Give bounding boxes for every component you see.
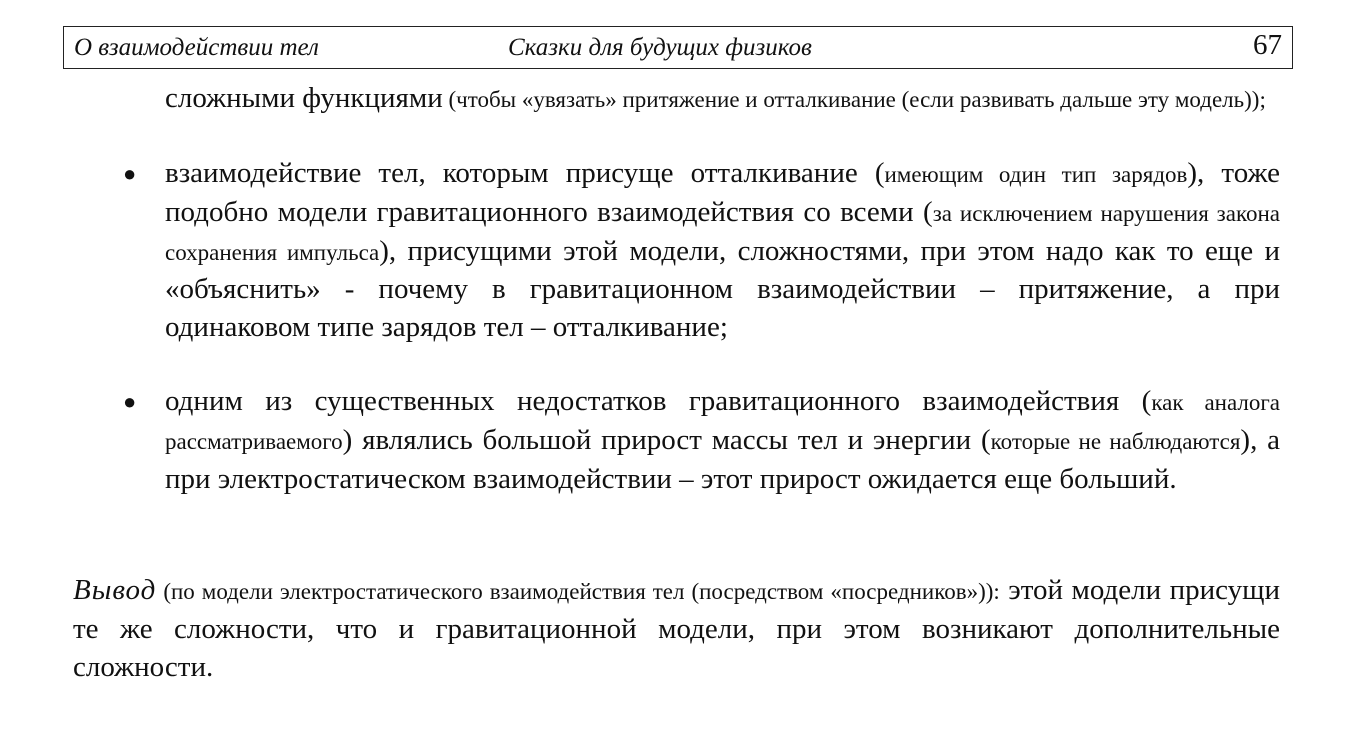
page-header — [63, 26, 1293, 69]
continuation-aside-text: (чтобы «увязать» притяжение и отталкивание (если развивать дальше эту модель)); — [442, 87, 1266, 112]
bullet2-text-1: одним из существенных недостатков гравитационного взаимодействия ( — [165, 385, 1152, 417]
conclusion-aside: (по модели электростатического взаимодействия тел (посредством «посредников»)): — [156, 579, 1000, 604]
bullet-icon: ● — [123, 389, 137, 414]
continuation-main-text: сложными функциями — [165, 82, 443, 114]
continuation-paragraph — [165, 80, 1280, 119]
header-book-title: Сказки для будущих физиков — [508, 34, 812, 61]
bullet2-text-5: ), а при электростатическом взаимодействии – этот прирост ожидается еще больший. — [165, 423, 1280, 495]
bullet-icon: ● — [123, 161, 137, 186]
header-chapter-title: О взаимодействии тел — [74, 34, 319, 61]
conclusion-text: этой модели присущи те же сложности, что и гравитационной модели, при этом возникают дополнительные сложности. — [73, 574, 1280, 683]
bullet2-text-3: ) являлись большой прирост массы тел и энергии ( — [342, 423, 991, 456]
bullet1-text-2: имеющим один тип зарядов — [884, 162, 1188, 187]
bullet2-text-4: которые не наблюдаются — [990, 428, 1241, 454]
bullet1-text-4: за исключением нарушения закона сохранения импульса — [165, 200, 1280, 265]
conclusion-label: Вывод — [73, 574, 157, 606]
bullet1-text-1: взаимодействие тел, которым присуще отталкивание ( — [165, 157, 885, 189]
page-number: 67 — [1253, 29, 1282, 61]
conclusion-paragraph — [73, 572, 1280, 686]
bullet-item-repulsion — [123, 155, 1280, 347]
bullet-item-drawbacks — [123, 383, 1280, 498]
bullet1-text-3: ), тоже подобно модели гравитационного взаимодействия со всеми ( — [165, 157, 1280, 228]
bullet2-text-2: как аналога рассматриваемого — [165, 390, 1280, 454]
bullet1-text-5: ), присущими этой модели, сложностями, при этом надо как то еще и «объяснить» - почему в гравитационном взаимодействии – притяжение, а при одинаковом типе зарядов тел – отталкивание; — [165, 234, 1280, 344]
